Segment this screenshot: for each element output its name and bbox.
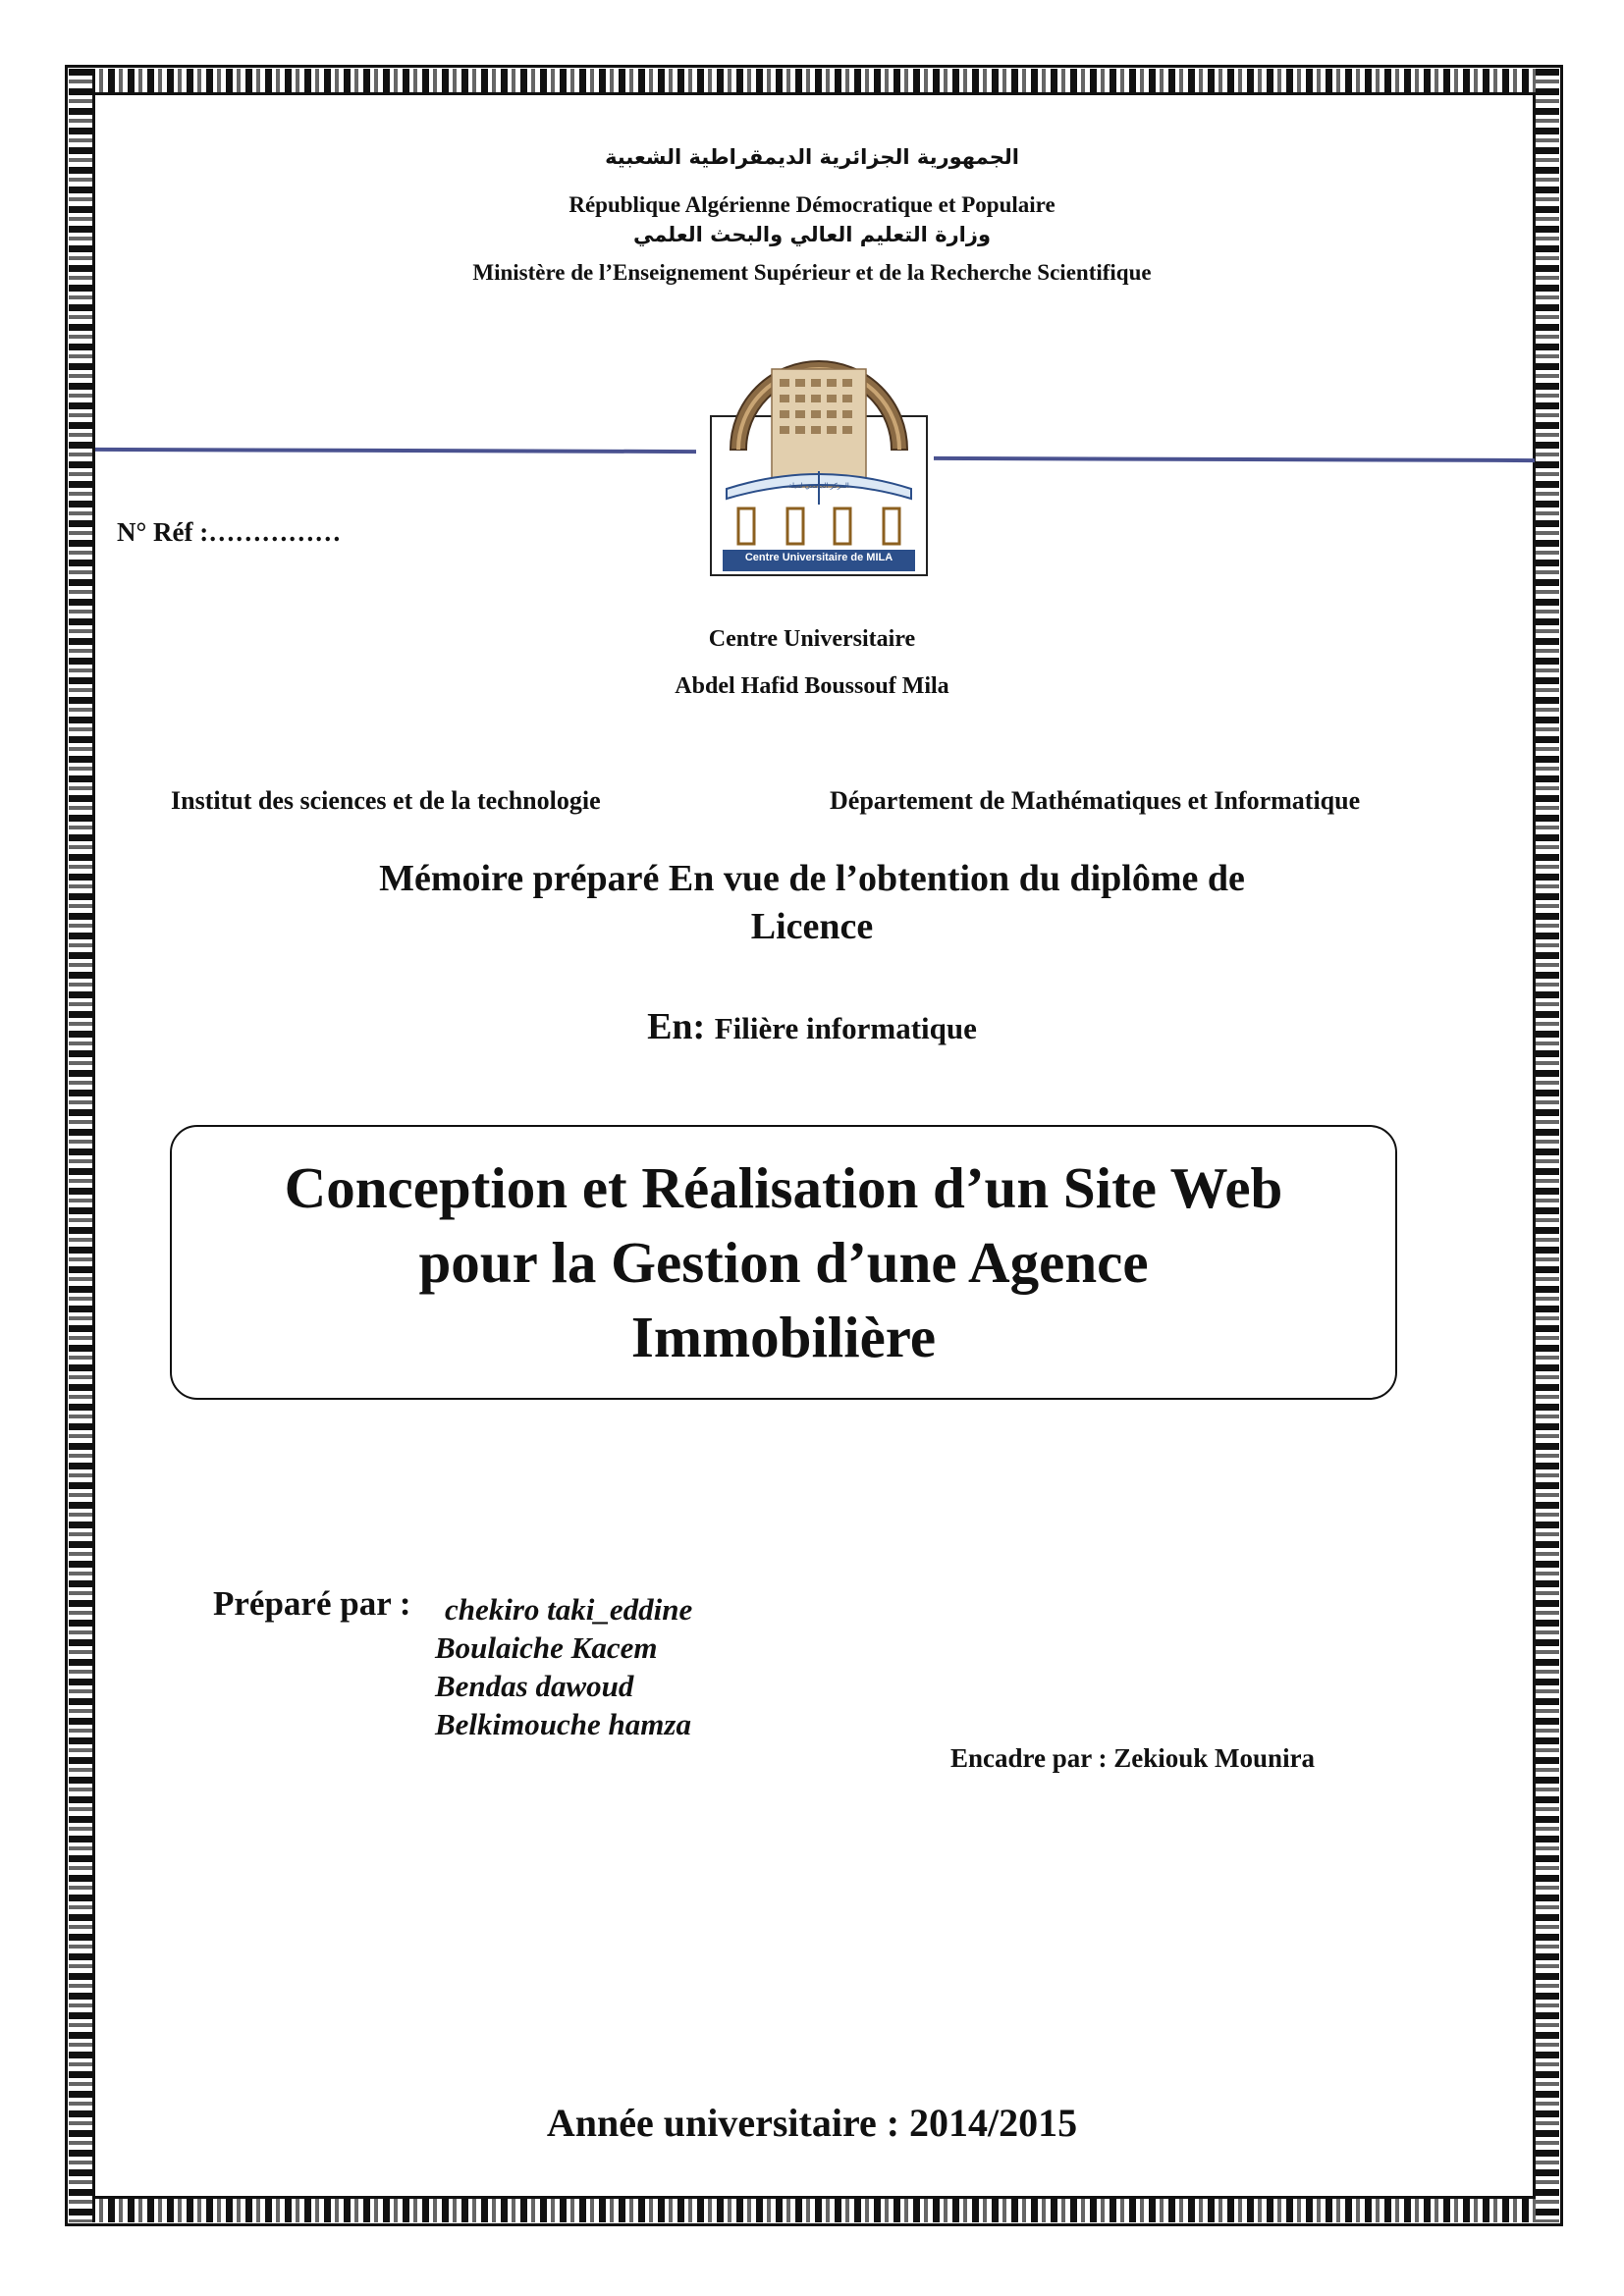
thesis-title-line-3: Immobilière [630, 1305, 937, 1369]
institute-name: Institut des sciences et de la technologie [171, 786, 601, 815]
supervisor-line: Encadre par : Zekiouk Mounira [950, 1743, 1316, 1773]
frame-band-right [1536, 69, 1559, 2222]
degree-line-1: Mémoire préparé En vue de l’obtention du diplôme de [379, 858, 1245, 899]
field-line [0, 1005, 1624, 1048]
logo-caption: Centre Universitaire de MILA [744, 552, 893, 563]
thesis-title-line-1: Conception et Réalisation d’un Site Web [284, 1155, 1283, 1220]
frame-band-bottom [69, 2199, 1559, 2222]
republic-heading: République Algérienne Démocratique et Populaire [568, 192, 1056, 217]
thesis-title-box [170, 1125, 1397, 1400]
arabic-republic-heading: الجمهورية الجزائرية الديمقراطية الشعبية [605, 145, 1019, 169]
frame-band-top [69, 69, 1559, 92]
field-prefix: En: [647, 1006, 706, 1047]
field-name: Filière informatique [714, 1011, 977, 1045]
arabic-ministry-heading: وزارة التعليم العالي والبحث العلمي [632, 223, 992, 246]
degree-line-2: Licence [750, 906, 874, 947]
author-name: Boulaiche Kacem [435, 1630, 658, 1665]
author-name: chekiro taki_eddine [445, 1592, 693, 1627]
author-name: Bendas dawoud [435, 1669, 634, 1703]
ministry-heading: Ministère de l’Enseignement Supérieur et de la Recherche Scientifique [472, 260, 1152, 285]
thesis-title-line-2: pour la Gestion d’une Agence [418, 1230, 1149, 1295]
department-name: Département de Mathématiques et Informatique [830, 786, 1361, 815]
logo-arabic-caption: المركز الجامعي لميلة [788, 482, 849, 490]
frame-band-left [69, 69, 92, 2222]
author-name: Belkimouche hamza [435, 1707, 691, 1741]
institution-name: Centre Universitaire [708, 626, 916, 652]
academic-year: Année universitaire : 2014/2015 [546, 2101, 1078, 2145]
university-logo [709, 332, 929, 577]
reference-label: N° Réf :…………… [117, 517, 342, 547]
institution-location: Abdel Hafid Boussouf Mila [675, 673, 949, 699]
authors-label: Préparé par : [213, 1584, 411, 1623]
